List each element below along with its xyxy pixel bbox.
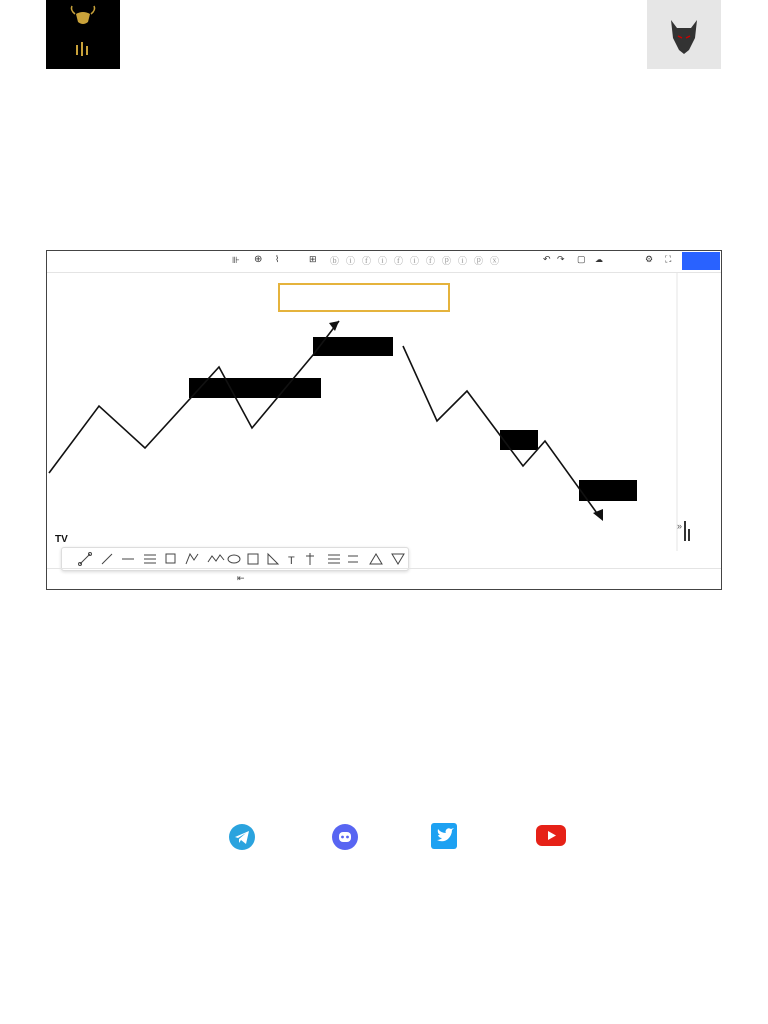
volume-bar (684, 521, 686, 541)
svg-text:T: T (288, 555, 295, 567)
drawing-tools-icons[interactable] (62, 548, 408, 570)
discord-icon[interactable] (331, 823, 359, 847)
youtube-icon[interactable] (536, 825, 564, 849)
wolf-icon (647, 0, 721, 69)
indicators-icon[interactable]: ⌇ (275, 254, 280, 264)
zone-b2 (579, 480, 637, 501)
bull-icon (46, 0, 120, 69)
add-indicator-icon[interactable]: ⊕ (254, 254, 263, 265)
alfa-crypto-logo-left (46, 0, 120, 69)
tradingview-logo-icon: TV (55, 534, 68, 545)
templates-icon[interactable]: ⊞ (309, 254, 317, 264)
telegram-icon[interactable] (228, 823, 256, 847)
fo-banner-box (279, 284, 449, 311)
zone-a1 (189, 378, 321, 398)
volume-bar (688, 529, 690, 541)
arrow-up-head (329, 321, 339, 331)
alfa-crypto-logo-right (647, 0, 721, 69)
trading-chart (46, 250, 722, 590)
cloud-icon[interactable]: ☁ (595, 255, 603, 264)
undo-icon[interactable]: ↶ (543, 254, 551, 264)
twitter-icon[interactable] (431, 823, 459, 847)
candle-b2 (588, 481, 601, 500)
chart-bottom-bar (47, 568, 721, 589)
tool-icons-row[interactable]: ⓑⓘⓕⓘⓕⓘⓕⓟⓘⓟⓧ (330, 256, 507, 266)
redo-icon[interactable]: ↷ (557, 254, 565, 264)
goto-date-icon[interactable]: ⇤ (237, 573, 245, 583)
scroll-right-icon[interactable]: » (677, 521, 683, 531)
fullscreen-icon[interactable]: ⛶ (665, 254, 672, 264)
layout-icon[interactable]: ▢ (577, 254, 586, 264)
chart-canvas (47, 251, 721, 589)
candle-type-icon[interactable]: ⊪ (232, 255, 240, 265)
settings-icon[interactable]: ⚙ (645, 254, 654, 264)
